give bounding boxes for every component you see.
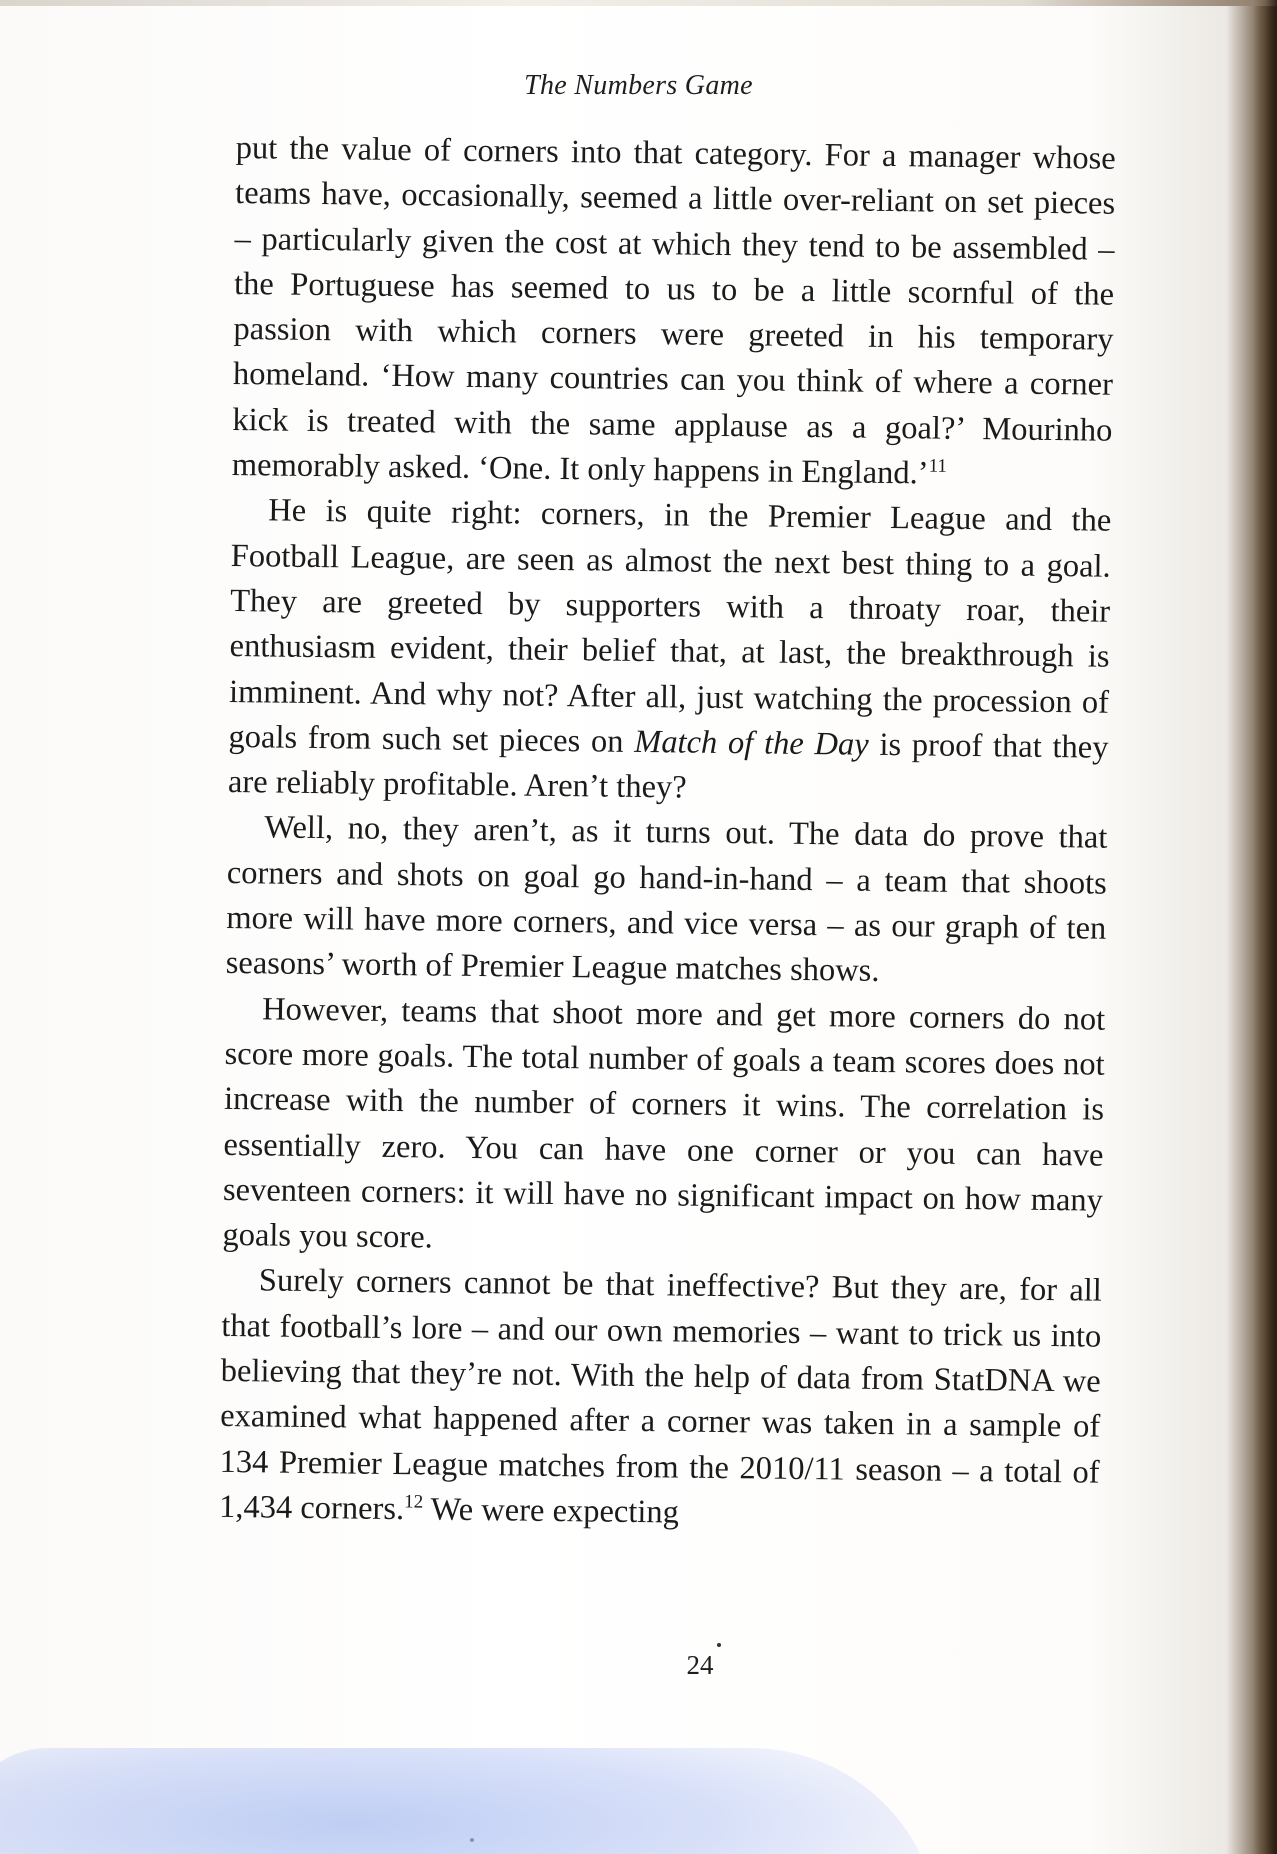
paragraph-4: However, teams that shoot more and get more corners do not score more goals. The total number of goals a team scores does not increase with the number of corners it wins. The correlation is essentially zero. You can have one corner or you can have seventeen corners: it will have no significant impact on how many goals you score. (222, 991, 1106, 1256)
footnote-ref-11: 11 (928, 455, 948, 477)
paragraph-5: Surely corners cannot be that ineffective? But they are, for all that football’s lore – and our own memories – want to trick us into believing that they’re not. With the help of data from StatDNA we examined what happened after a corner was taken in a sample of 134 Premier League matches from the 2010/11 season – a total of 1,434 corners.$^{12}$ We were expecting (218, 1262, 1103, 1531)
footnote-ref-12: 12 (404, 1491, 424, 1513)
thumb-shadow (0, 1748, 940, 1854)
paragraph-1: put the value of corners into that category. For a manager whose teams have, occasionally, seemed a little over-reliant on set pieces – particularly given the cost at which they tend to be assembled – the Portuguese has seemed to us to be a little scornful of the passion with which corners were greeted in his temporary homeland. ‘How many countries can you think of where a corner kick is treated with the same applause as a goal?’ Mourinho memorably asked. ‘One. It only happens in England.’$^{11}$ (231, 129, 1116, 492)
dust-speck (717, 1643, 721, 1647)
paragraph-3: Well, no, they aren’t, as it turns out. The data do prove that corners and shots on goal go hand-in-hand – a team that shoots more will have more corners, and vice versa – as our graph of ten seasons’ worth of Premier League matches shows. (225, 809, 1108, 990)
tv-show-title: Match of the Day (634, 723, 869, 763)
running-head: The Numbers Game (524, 70, 753, 101)
paragraph-2: He is quite right: corners, in the Premier League and the Football League, are seen as almost the next best thing to a goal. They are greeted by supporters with a throaty roar, their enthusiasm evident, their belief that, at last, the breakthrough is imminent. And why not? After all, just watching the procession of goals from such set pieces on Match of the Day is proof that they are reliably profitable. Aren’t they? (227, 492, 1112, 806)
body-text (219, 126, 1116, 1541)
page-number: 24 (686, 1650, 714, 1680)
book-spine-shadow (1253, 0, 1277, 1854)
page-top-edge (0, 0, 1277, 6)
